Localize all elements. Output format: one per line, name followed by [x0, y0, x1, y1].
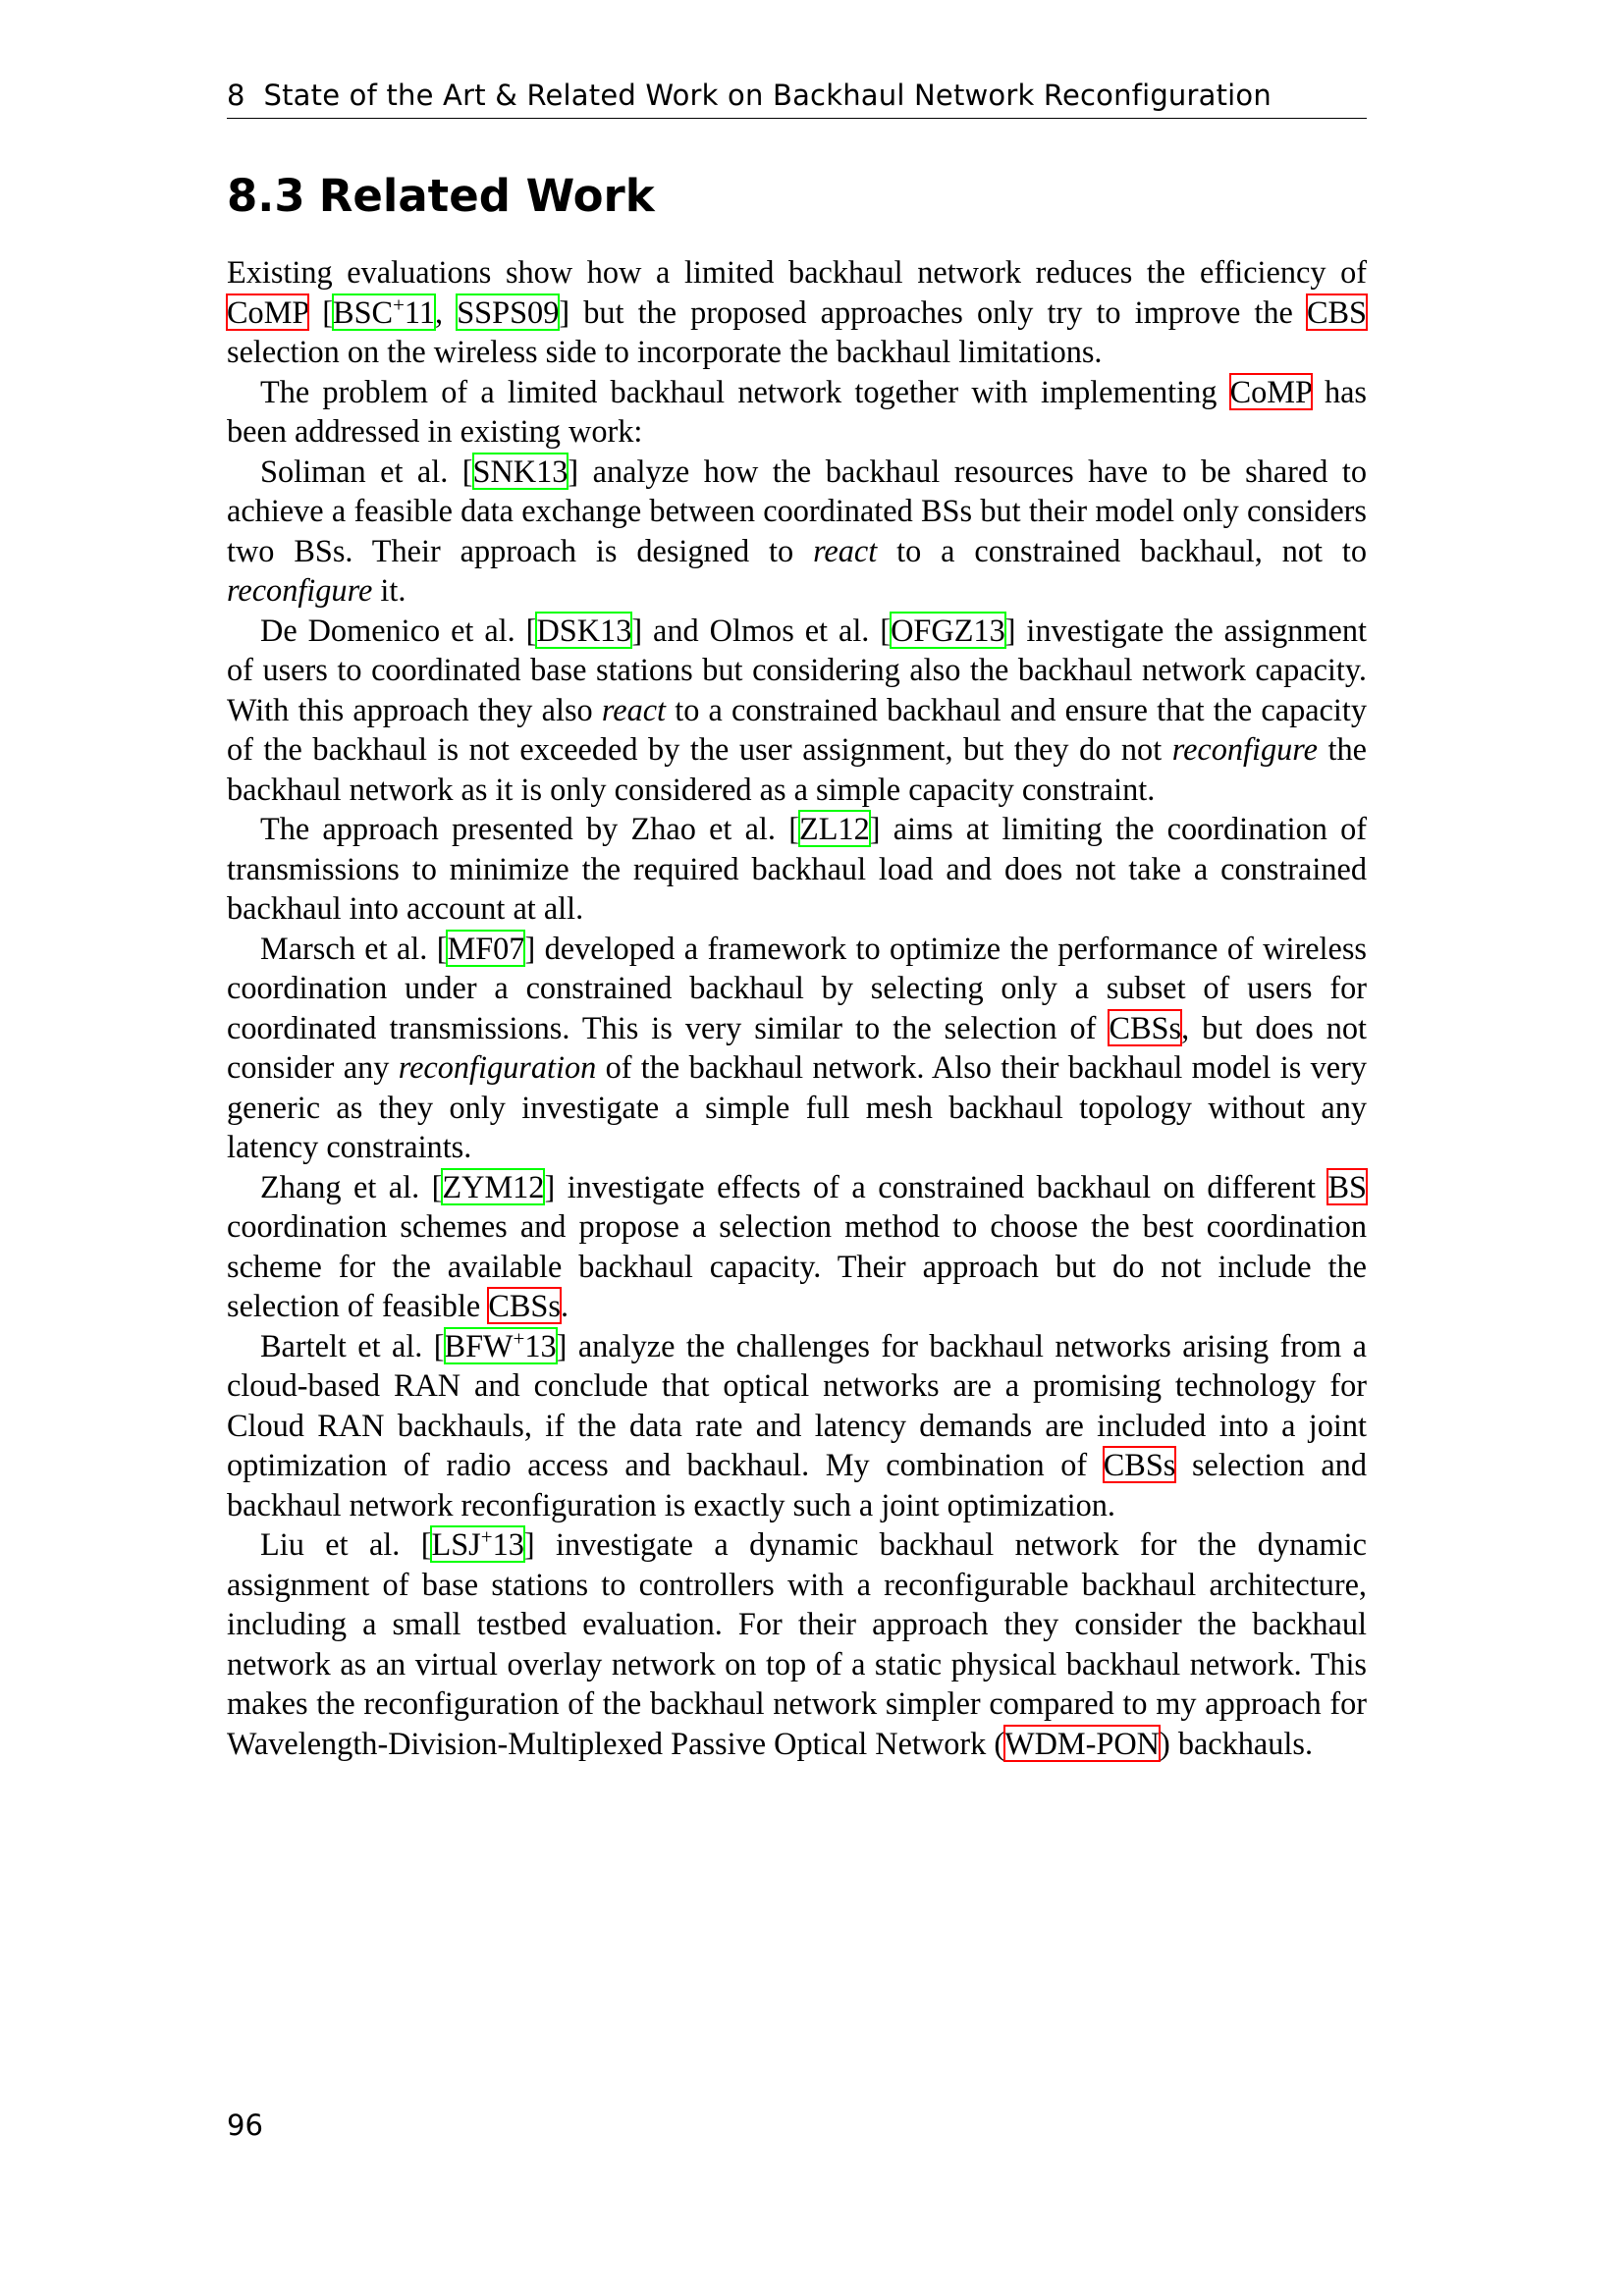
paragraph-9	[227, 1524, 1367, 1763]
emphasis-text: reconfiguration	[398, 1049, 597, 1085]
text-run: Marsch et al. [	[260, 930, 448, 966]
paragraph-8	[227, 1326, 1367, 1525]
citation-link[interactable]: ZYM12	[442, 1168, 545, 1204]
header-chapter-title: State of the Art & Related Work on Backhaul Network Reconfiguration	[263, 79, 1272, 112]
acronym-link[interactable]: CBSs	[1103, 1447, 1176, 1482]
text-run: [	[308, 294, 334, 330]
paragraph-4	[227, 611, 1367, 810]
text-run: to a constrained backhaul and ensure that the capacity of the backhaul is not exceeded by the user assignment, but they do not	[227, 691, 1367, 767]
text-run: ) backhauls.	[1159, 1725, 1314, 1761]
acronym-link[interactable]: WDM-PON	[1004, 1725, 1160, 1761]
citation-link[interactable]: ZL12	[798, 811, 870, 846]
text-run: ] and Olmos et al. [	[631, 612, 892, 648]
text-run: ] investigate the assignment of users to coordinated base stations but considering also the backhaul network capacity. With this approach they also	[227, 612, 1368, 727]
text-run: De Domenico et al. [	[260, 612, 537, 648]
text-run: the backhaul network as it is only considered as a simple capacity constraint.	[227, 731, 1367, 807]
section-title: Related Work	[318, 170, 655, 222]
citation-link[interactable]: DSK13	[536, 612, 632, 648]
citation-link[interactable]: BSC+11	[333, 292, 436, 330]
citation-link[interactable]: BFW+13	[444, 1325, 557, 1363]
section-heading	[227, 162, 655, 231]
text-run: ] investigate effects of a constrained backhaul on different	[544, 1168, 1328, 1204]
acronym-link[interactable]: CoMP	[227, 294, 309, 330]
text-run: it.	[372, 572, 406, 608]
emphasis-text: react	[813, 532, 878, 568]
text-run: The problem of a limited backhaul network together with implementing	[260, 373, 1230, 409]
acronym-link[interactable]: CBSs	[488, 1288, 561, 1323]
text-run: selection on the wireless side to incorporate the backhaul limitations.	[227, 334, 1103, 369]
text-run: .	[560, 1288, 569, 1323]
text-run: coordination schemes and propose a selection method to choose the best coordination scheme for the available backhaul capacity. Their approach but do not include the selection of feasible	[227, 1208, 1367, 1323]
body-text	[227, 252, 1367, 1763]
text-run: ] analyze how the backhaul resources have to be shared to achieve a feasible data exchange between coordinated BSs but their model only considers two BSs. Their approach is designed to	[227, 453, 1367, 568]
emphasis-text: reconfigure	[1171, 731, 1318, 767]
text-run: has been addressed in existing work:	[227, 373, 1367, 449]
paragraph-6	[227, 929, 1367, 1167]
paragraph-2	[227, 372, 1367, 452]
section-number: 8.3	[227, 170, 305, 222]
citation-link[interactable]: SNK13	[472, 453, 568, 489]
text-run: , but does not consider any	[227, 1009, 1367, 1085]
text-run: Existing evaluations show how a limited backhaul network reduces the efficiency of	[227, 254, 1367, 290]
text-run: selection and backhaul network reconfiguration is exactly such a joint optimization.	[227, 1447, 1367, 1522]
citation-link[interactable]: MF07	[447, 930, 525, 966]
acronym-link[interactable]: CoMP	[1229, 373, 1312, 409]
text-run: of the backhaul network. Also their backhaul model is very generic as they only investigate a simple full mesh backhaul topology without any latency constraints.	[227, 1049, 1367, 1164]
paragraph-1	[227, 252, 1367, 372]
text-run: to a constrained backhaul, not to	[877, 532, 1367, 568]
text-run: The approach presented by Zhao et al. [	[260, 811, 799, 846]
page-number: 96	[227, 2109, 263, 2142]
text-run: ] investigate a dynamic backhaul network for the dynamic assignment of base stations to controllers with a reconfigurable backhaul architecture, including a small testbed evaluation. For their approach they consider the backhaul network as an virtual overlay network on top of a static physical backhaul network. This makes the reconfiguration of the backhaul network simpler compared to my approach for Wavelength-Division-Multiplexed Passive Optical Network (	[227, 1526, 1367, 1761]
text-run: Zhang et al. [	[260, 1168, 443, 1204]
text-run: ,	[435, 294, 458, 330]
emphasis-text: react	[601, 691, 667, 727]
text-run: ] aims at limiting the coordination of transmissions to minimize the required backhaul load and does not take a constrained backhaul into account at all.	[227, 811, 1367, 926]
paragraph-5	[227, 809, 1367, 929]
text-run: ] but the proposed approaches only try to improve the	[559, 294, 1307, 330]
text-run: Bartelt et al. [	[260, 1327, 445, 1363]
citation-link[interactable]: SSPS09	[457, 294, 560, 330]
emphasis-text: reconfigure	[227, 572, 373, 608]
acronym-link[interactable]: CBS	[1306, 294, 1367, 330]
text-run: ] analyze the challenges for backhaul networks arising from a cloud-based RAN and conclude that optical networks are a promising technology for Cloud RAN backhauls, if the data rate and latency demands are included into a joint optimization of radio access and backhaul. My combination of	[227, 1327, 1368, 1482]
paragraph-3	[227, 452, 1367, 611]
citation-link[interactable]: OFGZ13	[891, 612, 1005, 648]
acronym-link[interactable]: BS	[1327, 1168, 1367, 1204]
text-run: Soliman et al. [	[260, 453, 473, 489]
text-run: ] developed a framework to optimize the performance of wireless coordination under a constrained backhaul by selecting only a subset of users for coordinated transmissions. This is very similar to the selection of	[227, 930, 1367, 1045]
header-chapter-number: 8	[227, 79, 245, 112]
citation-link[interactable]: LSJ+13	[431, 1524, 524, 1562]
running-header	[227, 73, 1367, 119]
text-run: Liu et al. [	[260, 1526, 432, 1562]
acronym-link[interactable]: CBSs	[1109, 1009, 1182, 1045]
paragraph-7	[227, 1167, 1367, 1326]
